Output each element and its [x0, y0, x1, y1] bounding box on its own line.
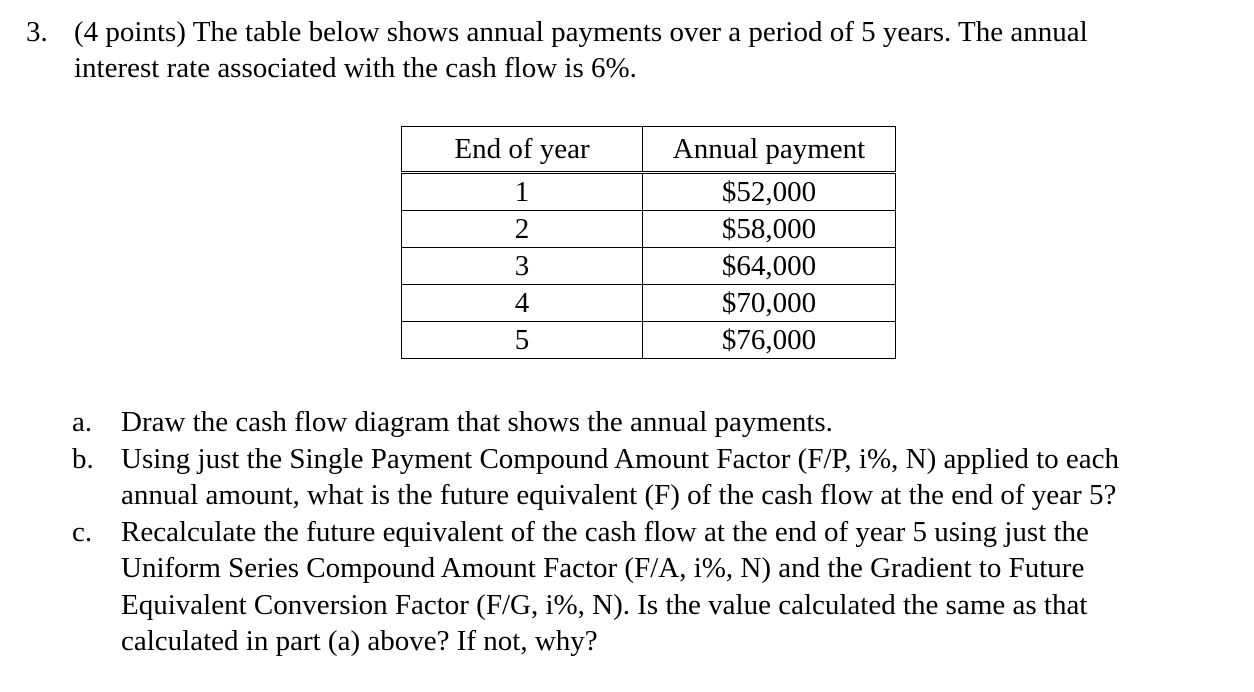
- question-line-1: [26, 14, 1226, 50]
- part-b-line-1: Using just the Single Payment Compound Amount Factor (F/P, i%, N) applied to each: [121, 442, 1120, 475]
- part-a-line-1: Draw the cash flow diagram that shows the annual payments.: [121, 406, 833, 438]
- year-cell: 5: [402, 322, 643, 359]
- year-cell: 3: [402, 248, 643, 285]
- question-header: [26, 14, 1226, 86]
- payment-cell: $76,000: [643, 322, 896, 359]
- part-b-letter: b.: [72, 442, 94, 475]
- payment-cell: $52,000: [643, 173, 896, 211]
- part-c-line-2: Uniform Series Compound Amount Factor (F/A, i%, N) and the Gradient to Future: [121, 552, 1085, 584]
- question-parts: [72, 404, 1242, 660]
- payments-table: [401, 126, 896, 359]
- part-b-line-2: annual amount, what is the future equivalent (F) of the cash flow at the end of year 5?: [121, 479, 1117, 511]
- part-c-line-4: calculated in part (a) above? If not, why?: [121, 625, 598, 657]
- question-text-line-1: (4 points) The table below shows annual payments over a period of 5 years. The annual: [74, 16, 1088, 48]
- question-text-line-2: interest rate associated with the cash flow is 6%.: [74, 52, 637, 84]
- table-row: [402, 173, 896, 211]
- table-row: [402, 285, 896, 322]
- part-c-line-3: Equivalent Conversion Factor (F/G, i%, N). Is the value calculated the same as that: [121, 588, 1088, 621]
- part-b-text: [121, 441, 1242, 514]
- header-annual-payment: Annual payment: [643, 127, 896, 173]
- part-a: [72, 404, 1242, 441]
- part-a-text: [121, 404, 1242, 441]
- part-c-text: [121, 514, 1242, 660]
- table-header-row: [402, 127, 896, 173]
- part-c: [72, 514, 1242, 660]
- header-end-of-year: End of year: [402, 127, 643, 173]
- question-number: 3.: [26, 16, 48, 48]
- payment-cell: $58,000: [643, 211, 896, 248]
- payment-cell: $70,000: [643, 285, 896, 322]
- part-c-letter: c.: [72, 515, 93, 548]
- year-cell: 4: [402, 285, 643, 322]
- year-cell: 1: [402, 173, 643, 211]
- payment-cell: $64,000: [643, 248, 896, 285]
- table-row: [402, 248, 896, 285]
- part-c-line-1: Recalculate the future equivalent of the cash flow at the end of year 5 using just the: [121, 515, 1089, 548]
- table-row: [402, 211, 896, 248]
- year-cell: 2: [402, 211, 643, 248]
- table-row: [402, 322, 896, 359]
- part-a-letter: a.: [72, 406, 93, 438]
- part-b: [72, 441, 1242, 514]
